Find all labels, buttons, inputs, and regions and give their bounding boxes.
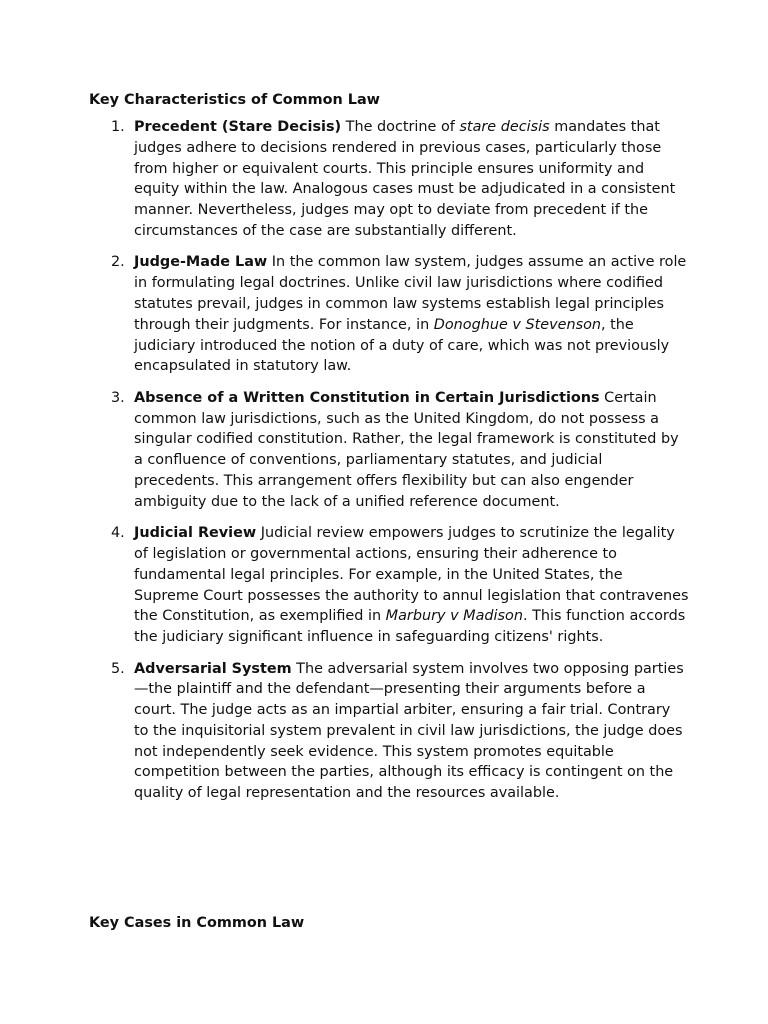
list-item-number: 4. [111, 525, 125, 542]
section-heading: Key Characteristics of Common Law [89, 92, 380, 108]
list-item-title: Judge-Made Law [134, 254, 268, 271]
list-item-text: Judicial review empowers judges to scrutinize the legality of legislation or governmental actions, ensuring their adherence to fundamental legal principles. For example, in the United States, the Supreme Court possesses the authority to annul legislation that contravenes the Constitution, as exemplified in [134, 525, 689, 625]
list-item-number: 3. [111, 389, 125, 406]
list-item-italic: Donoghue v Stevenson [433, 316, 602, 333]
characteristics-list [89, 117, 689, 804]
list-item-text: mandates that judges adhere to decisions rendered in previous cases, particularly those from higher or equivalent courts. This principle ensures uniformity and equity within the law. Analogous cases must be adjudicated in a consistent manner. Nevertheless, judges may opt to deviate from precedent if the circumstances of the case are substantially different. [134, 119, 676, 239]
list-item-text: In the common law system, judges assume an active role in formulating legal doctrines. Unlike civil law jurisdictions where codified statutes prevail, judges in common law systems establish legal principles through their judgments. For instance, in [134, 254, 687, 333]
list-item-title: Adversarial System [134, 660, 292, 677]
list-item-italic: Marbury v Madison [385, 608, 523, 625]
list-item-text: . This function accords the judiciary significant influence in safeguarding citizens' rights. [134, 608, 686, 646]
document-body [89, 88, 689, 815]
list-item [89, 117, 689, 242]
list-item-title: Precedent (Stare Decisis) [134, 119, 342, 135]
list-item-text: , the judiciary introduced the notion of a duty of care, which was not previously encapsulated in statutory law. [134, 316, 670, 375]
section-heading-cases: Key Cases in Common Law [89, 915, 305, 931]
list-item [89, 659, 689, 805]
list-item-number: 5. [111, 660, 125, 677]
list-item-title: Judicial Review [134, 525, 257, 542]
list-item [89, 523, 689, 648]
list-item-italic: stare decisis [459, 119, 550, 135]
list-item [89, 252, 689, 377]
list-item-text: Certain common law jurisdictions, such as the United Kingdom, do not possess a singular codified constitution. Rather, the legal framework is constituted by a confluence of conventions, parliamentary statutes, and judicial precedents. This arrangement offers flexibility but can also engender ambiguity due to the lack of a unified reference document. [134, 389, 679, 510]
list-item-text: The doctrine of [341, 119, 460, 135]
list-item-number: 1. [111, 119, 125, 135]
list-item-title: Absence of a Written Constitution in Certain Jurisdictions [134, 389, 600, 406]
list-item-text: The adversarial system involves two opposing parties—the plaintiff and the defendant—presenting their arguments before a court. The judge acts as an impartial arbiter, ensuring a fair trial. Contrary to the inquisitorial system prevalent in civil law jurisdictions, the judge does not independently seek evidence. This system promotes equitable competition between the parties, although its efficacy is contingent on the quality of legal representation and the resources available. [134, 660, 684, 802]
list-item-number: 2. [111, 254, 125, 271]
list-item [89, 388, 689, 513]
